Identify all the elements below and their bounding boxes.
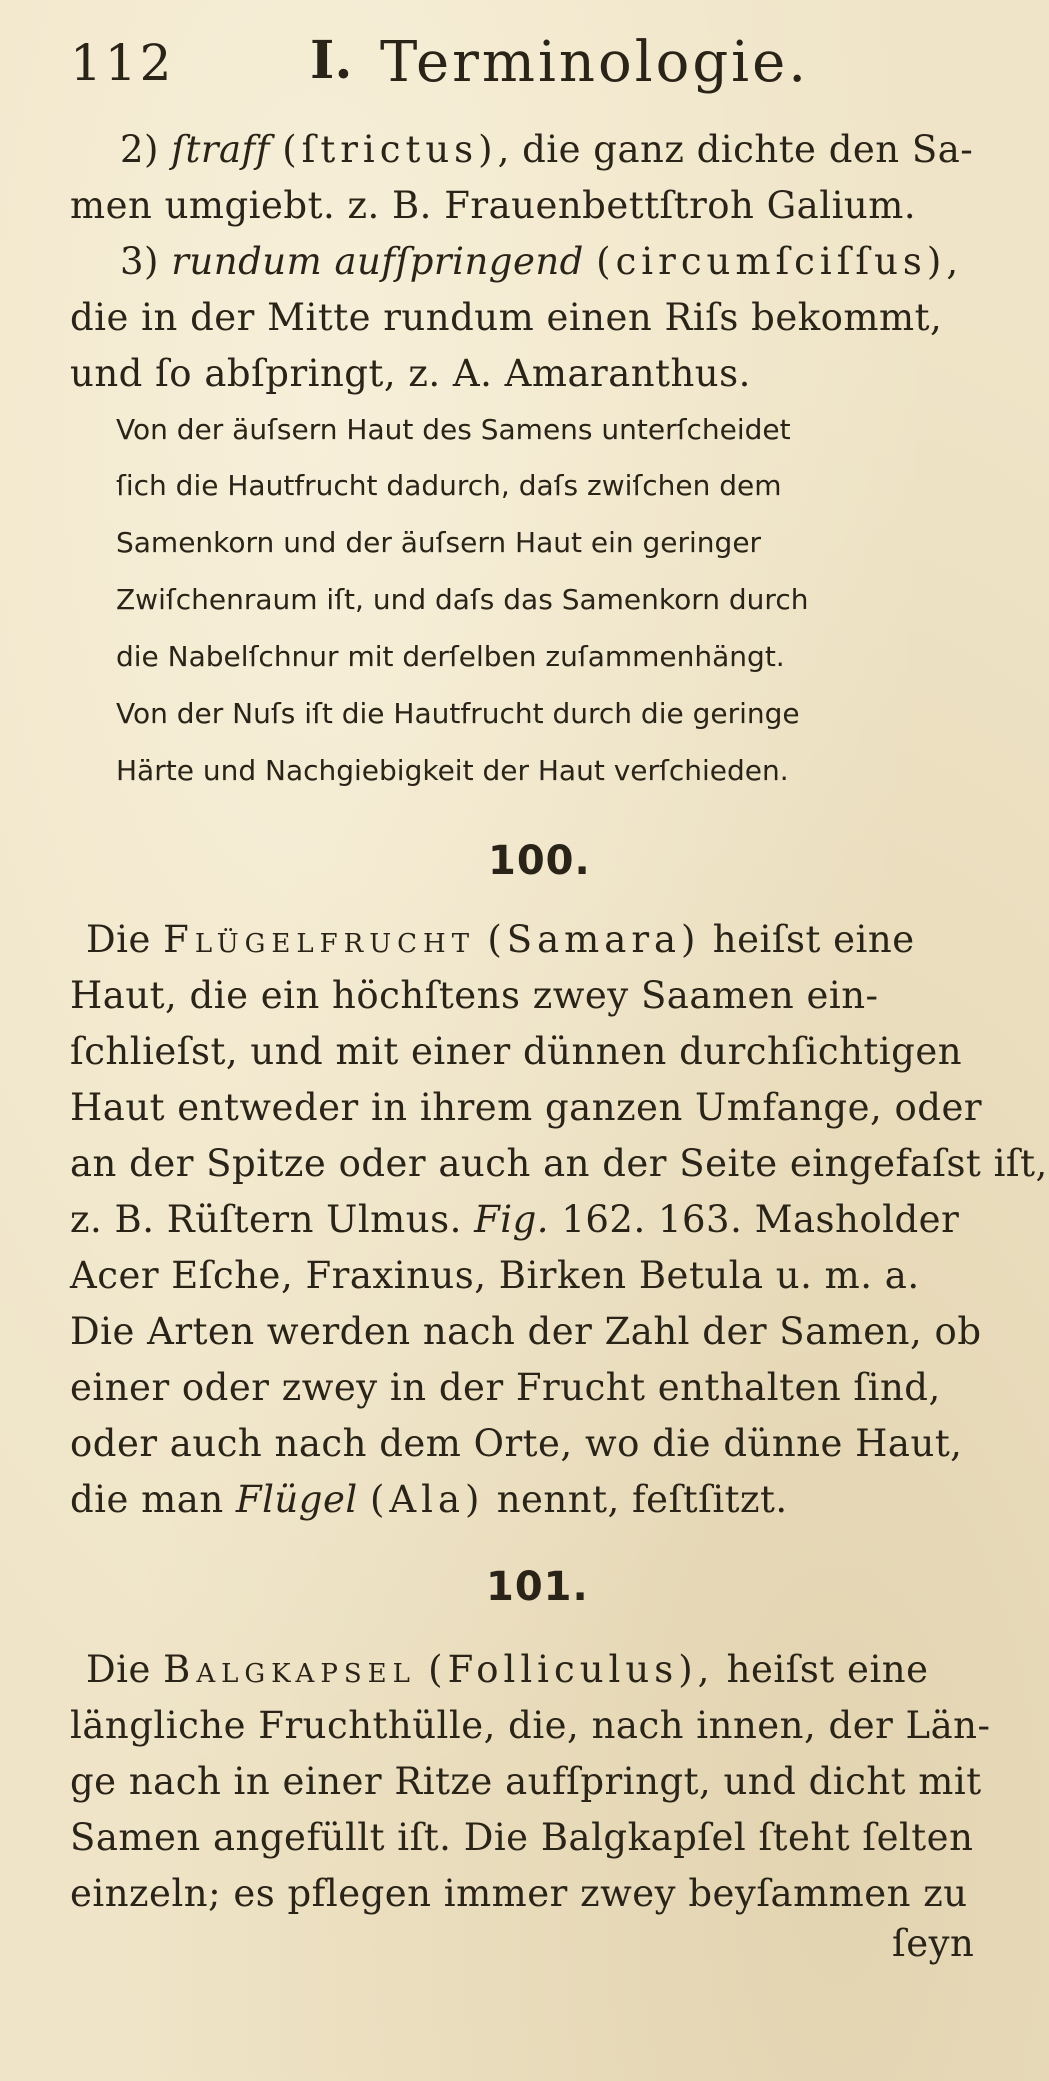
running-header: [70, 22, 1009, 95]
section-100-line-10: oder auch nach dem Orte, wo die dünne Haut,: [70, 1422, 963, 1465]
para-3-line-3: und ſo abſpringt, z. A. Amaranthus.: [70, 352, 751, 395]
section-101-latin: (Folliculus),: [428, 1648, 715, 1691]
section-100-last-b: nennt, feſtſitzt.: [496, 1478, 788, 1521]
section-100-line-2: Haut, die ein höchſtens zwey Saamen ein-: [70, 974, 879, 1017]
section-100-line-7: Acer Eſche, Fraxinus, Birken Betula u. m. a.: [70, 1254, 920, 1297]
para-2-latin: (ſtrictus): [282, 128, 498, 171]
para-2-text: , die ganz dichte den Sa-: [497, 128, 974, 171]
section-100-last-a: die man: [70, 1478, 224, 1521]
figure-reference: Fig.: [474, 1198, 550, 1241]
section-100-latin: (Samara): [487, 918, 701, 961]
section-100-line-6: [70, 1198, 959, 1241]
section-100-line-5: an der Spitze oder auch an der Seite eingefaſst iſt,: [70, 1142, 1048, 1185]
section-100-line-9: einer oder zwey in der Frucht enthalten ſind,: [70, 1366, 941, 1409]
section-100-die: Die: [86, 918, 151, 961]
section-100-example-cont: 162. 163. Masholder: [561, 1198, 960, 1241]
section-101-line-4: Samen angefüllt iſt. Die Balgkapſel ſteht ſelten: [70, 1816, 974, 1859]
section-100-last-term: Flügel: [235, 1478, 358, 1521]
note-line-1: Von der äuſsern Haut des Samens unterſcheidet: [116, 413, 791, 446]
section-100-line-1-rest: heiſst eine: [712, 918, 915, 961]
running-title: Terminologie.: [380, 30, 810, 95]
note-line-6: Von der Nuſs iſt die Hautfrucht durch die geringe: [116, 697, 800, 730]
para-2-line-1: [120, 128, 973, 171]
section-101-line-1: [86, 1648, 929, 1691]
section-100-line-3: ſchlieſst, und mit einer dünnen durchſichtigen: [70, 1030, 963, 1073]
section-100-line-1: [86, 918, 915, 961]
section-101-line-2: längliche Fruchthülle, die, nach innen, der Län-: [70, 1704, 991, 1747]
section-100-number: 100.: [488, 838, 591, 884]
para-3-line-2: die in der Mitte rundum einen Riſs bekommt,: [70, 296, 943, 339]
para-3-line-1: [120, 240, 963, 283]
section-101-die: Die: [86, 1648, 151, 1691]
section-101-number: 101.: [486, 1564, 589, 1610]
para-3-latin: (circumſciſſus),: [596, 240, 964, 283]
section-100-line-4: Haut entweder in ihrem ganzen Umfange, oder: [70, 1086, 983, 1129]
section-100-line-11: [70, 1478, 788, 1521]
section-100-term: Flügelfrucht: [163, 918, 476, 961]
para-2-number: 2): [120, 128, 159, 171]
para-3-number: 3): [120, 240, 159, 283]
section-100-last-latin: (Ala): [369, 1478, 485, 1521]
page-number: 112: [70, 34, 175, 92]
section-101-line-5: einzeln; es pflegen immer zwey beyſammen zu: [70, 1872, 968, 1915]
para-2-term: ſtraff: [171, 128, 270, 171]
section-101-line-1-rest: heiſst eine: [726, 1648, 929, 1691]
para-3-term: rundum aufſpringend: [171, 240, 584, 283]
note-line-5: die Nabelſchnur mit derſelben zuſammenhängt.: [116, 640, 785, 673]
section-100-example: z. B. Rüſtern Ulmus.: [70, 1198, 462, 1241]
catchword: ſeyn: [892, 1922, 975, 1965]
section-100-line-8: Die Arten werden nach der Zahl der Samen, ob: [70, 1310, 982, 1353]
section-numeral: I.: [310, 30, 353, 91]
note-line-3: Samenkorn und der äuſsern Haut ein geringer: [116, 526, 762, 559]
para-2-line-2: men umgiebt. z. B. Frauenbettſtroh Galium.: [70, 184, 917, 227]
note-line-4: Zwiſchenraum iſt, und daſs das Samenkorn durch: [116, 583, 809, 616]
section-101-line-3: ge nach in einer Ritze aufſpringt, und dicht mit: [70, 1760, 982, 1803]
note-line-7: Härte und Nachgiebigkeit der Haut verſchieden.: [116, 754, 789, 787]
section-101-term: Balgkapſel: [163, 1648, 416, 1691]
note-line-2: ſich die Hautfrucht dadurch, daſs zwiſchen dem: [116, 469, 782, 502]
